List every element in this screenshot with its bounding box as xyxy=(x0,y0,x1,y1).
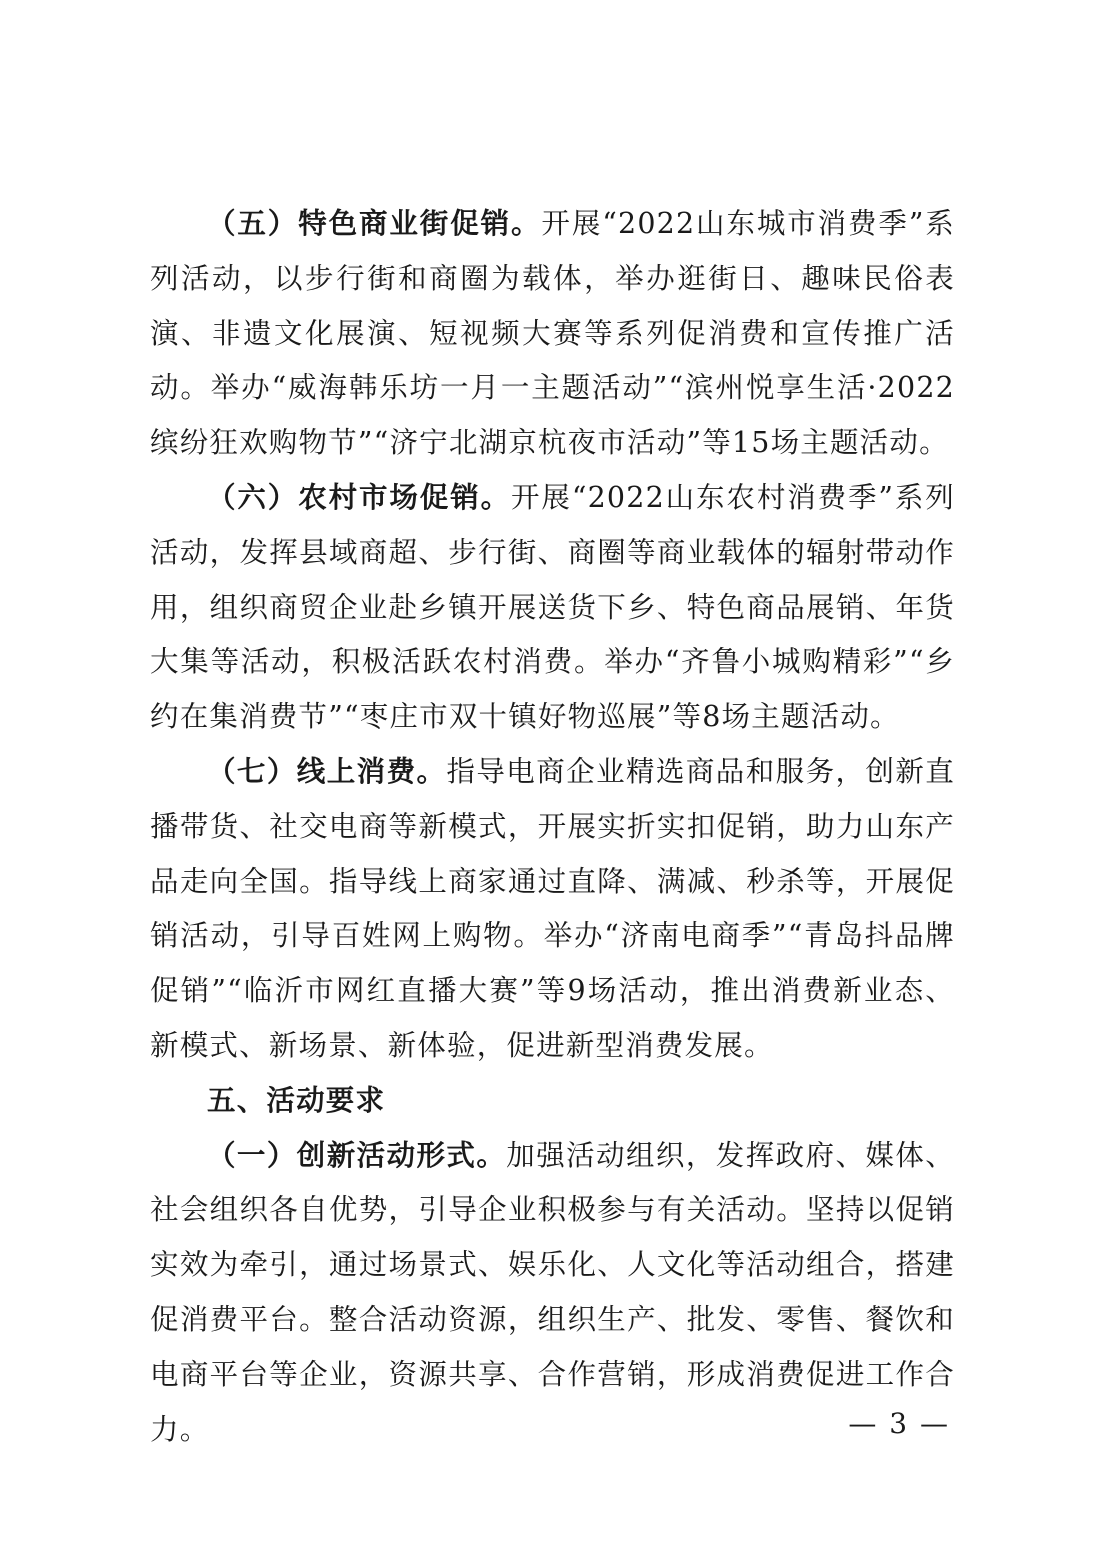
paragraph-seven xyxy=(150,745,955,1074)
paragraph-lead: （一）创新活动形式。 xyxy=(207,1138,507,1172)
paragraph-text: 指导电商企业精选商品和服务，创新直播带货、社交电商等新模式，开展实折实扣促销，助力山东产品走向全国。指导线上商家通过直降、满减、秒杀等，开展促销活动，引导百姓网上购物。举办“济南电商季”“青岛抖品牌促销”“临沂市网红直播大赛”等9场活动，推出消费新业态、新模式、新场景、新体验，促进新型消费发展。 xyxy=(150,754,955,1062)
section-heading: 五、活动要求 xyxy=(207,1083,386,1117)
document-body xyxy=(150,197,955,1457)
paragraph-lead: （五）特色商业街促销。 xyxy=(207,207,542,240)
paragraph-text: 开展“2022山东城市消费季”系列活动，以步行街和商圈为载体，举办逛街日、趣味民俗表演、非遗文化展演、短视频大赛等系列促消费和宣传推广活动。举办“威海韩乐坊一月一主题活动”“滨州悦享生活·2022缤纷狂欢购物节”“济宁北湖京杭夜市活动”等15场主题活动。 xyxy=(150,207,956,460)
paragraph-six xyxy=(150,471,955,745)
page-number: — 3 — xyxy=(848,1407,950,1440)
paragraph-lead: （七）线上消费。 xyxy=(207,754,447,788)
paragraph-five xyxy=(150,197,955,471)
paragraph-lead: （六）农村市场促销。 xyxy=(207,480,512,514)
paragraph-text: 开展“2022山东农村消费季”系列活动，发挥县域商超、步行街、商圈等商业载体的辐射带动作用，组织商贸企业赴乡镇开展送货下乡、特色商品展销、年货大集等活动，积极活跃农村消费。举办“齐鲁小城购精彩”“乡约在集消费节”“枣庄市双十镇好物巡展”等8场主题活动。 xyxy=(150,480,955,734)
paragraph-text: 加强活动组织，发挥政府、媒体、社会组织各自优势，引导企业积极参与有关活动。坚持以促销实效为牵引，通过场景式、娱乐化、人文化等活动组合，搭建促消费平台。整合活动资源，组织生产、批发、零售、餐饮和电商平台等企业，资源共享、合作营销，形成消费促进工作合力。 xyxy=(150,1138,955,1446)
paragraph-one xyxy=(150,1129,955,1458)
